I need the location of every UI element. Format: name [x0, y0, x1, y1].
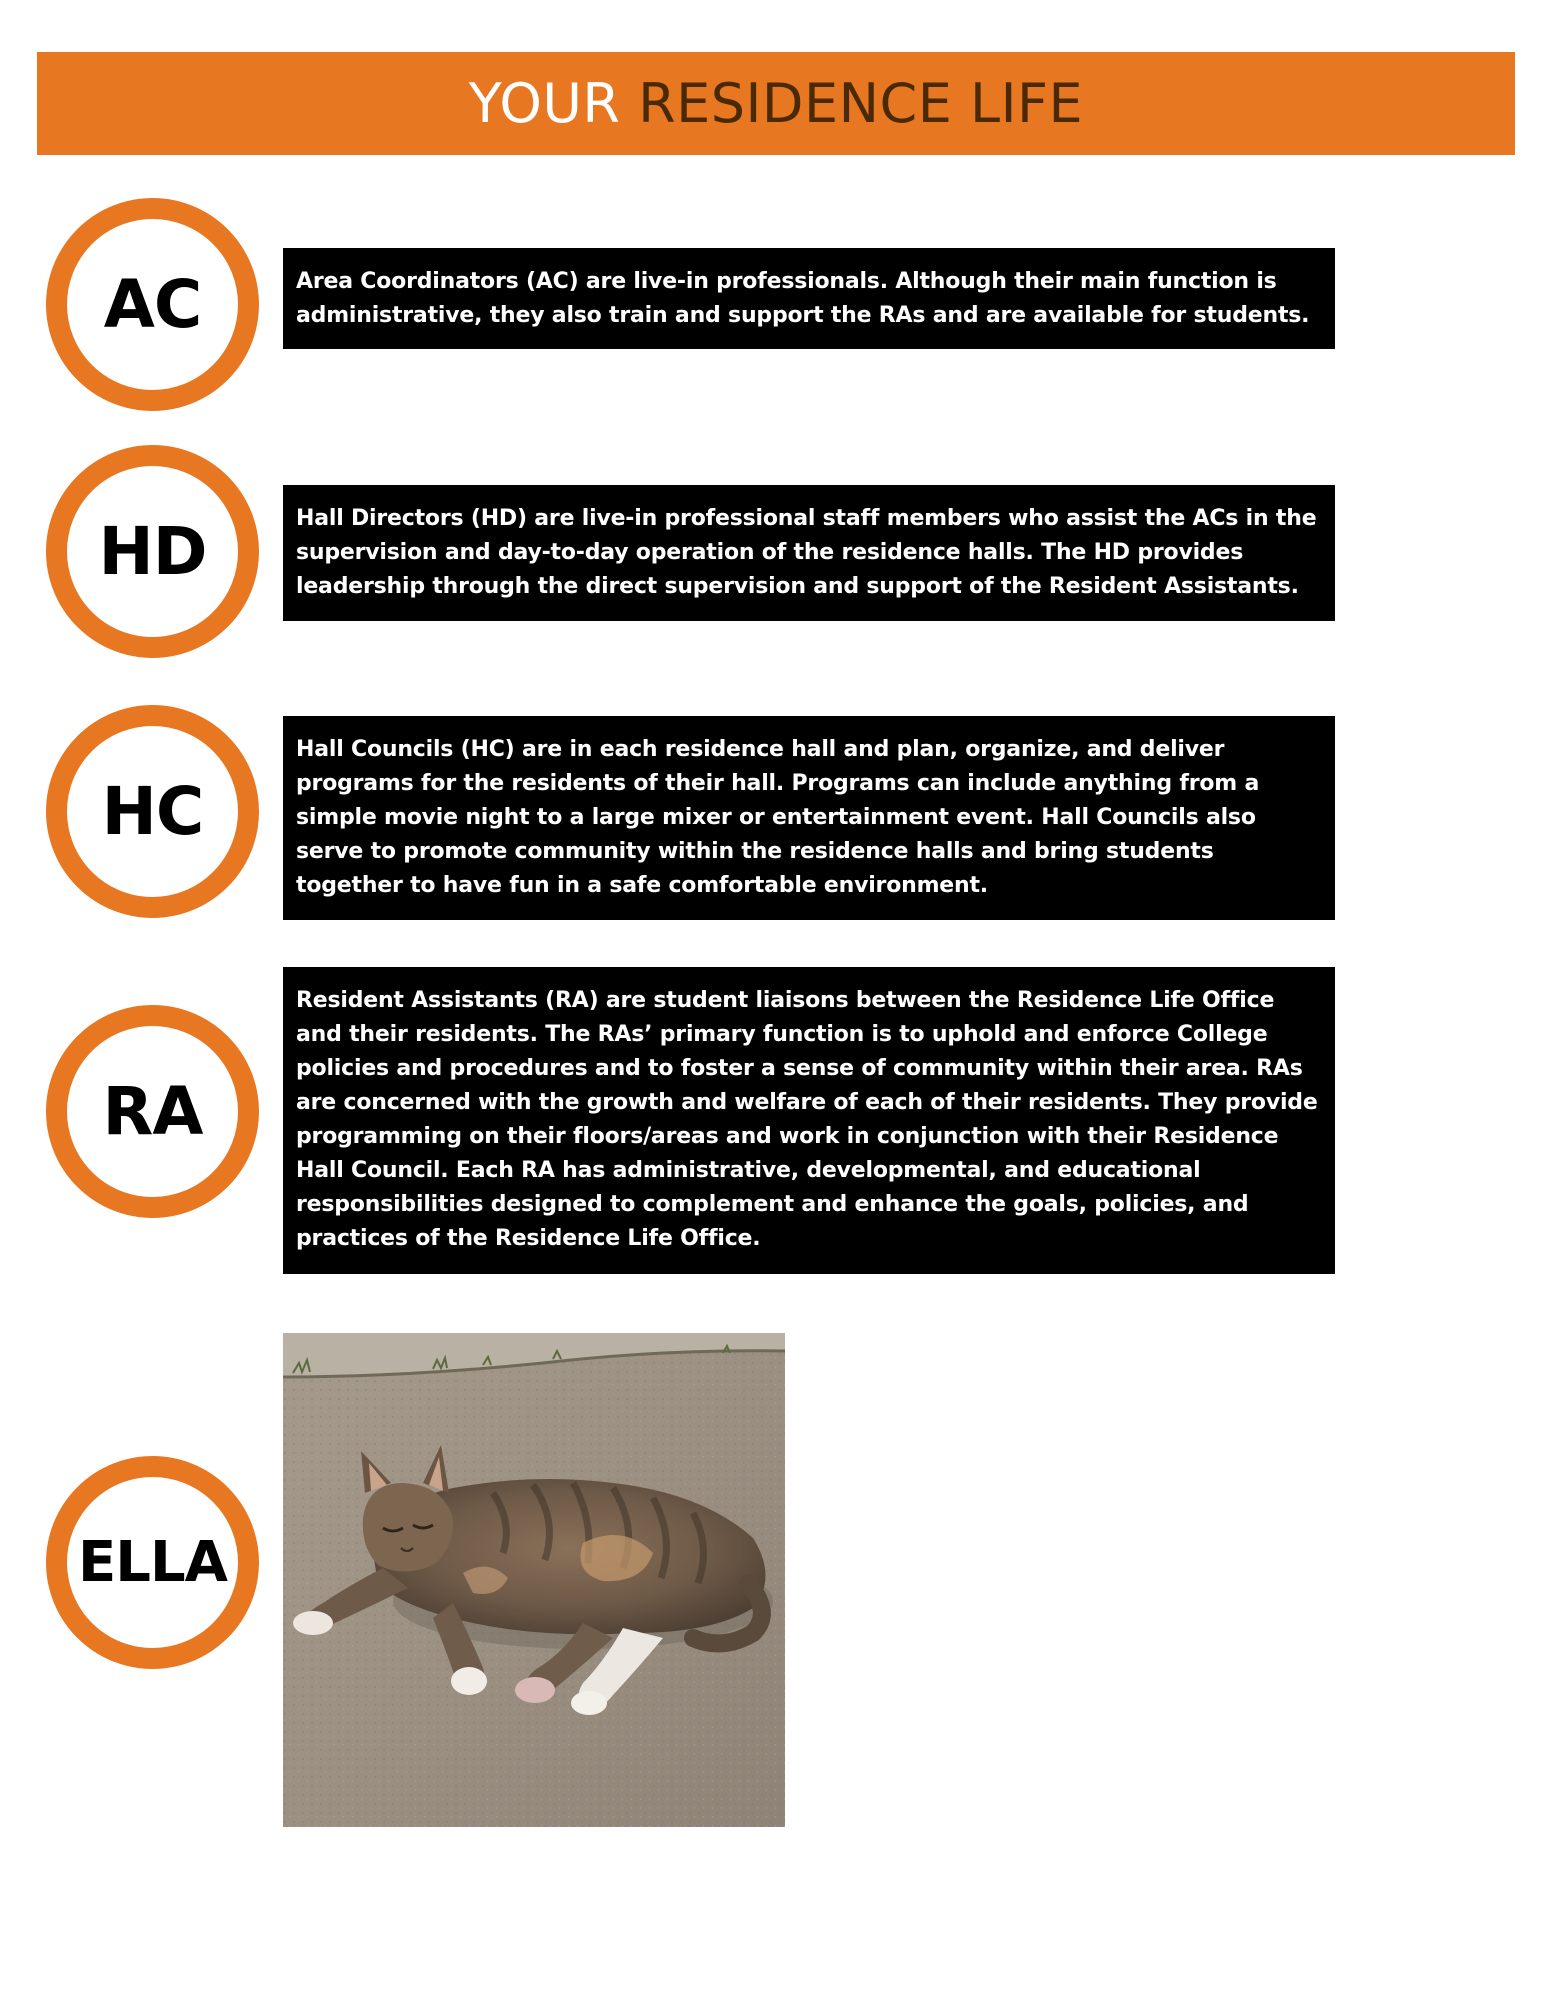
page-title	[469, 72, 1083, 135]
description-hc: Hall Councils (HC) are in each residence hall and plan, organize, and deliver programs for the residents of their hall. Programs can include anything from a simple movie night to a large mixer or entertainment event. Hall Councils also serve to promote community within the residence halls and bring students together to have fun in a safe comfortable environment.	[283, 716, 1335, 920]
description-hd: Hall Directors (HD) are live-in professional staff members who assist the ACs in the supervision and day-to-day operation of the residence halls. The HD provides leadership through the direct supervision and support of the Resident Assistants.	[283, 485, 1335, 621]
badge-ella	[46, 1456, 259, 1669]
header-banner	[37, 52, 1515, 155]
badge-ac	[46, 198, 259, 411]
description-ac: Area Coordinators (AC) are live-in professionals. Although their main function is administrative, they also train and support the RAs and are available for students.	[283, 248, 1335, 349]
badge-ra	[46, 1005, 259, 1218]
badge-label: RA	[102, 1073, 203, 1150]
badge-label: HD	[98, 513, 207, 590]
cat-photo-icon	[283, 1333, 785, 1827]
cat-photo	[283, 1333, 785, 1827]
badge-hc	[46, 705, 259, 918]
badge-label: ELLA	[78, 1530, 227, 1595]
badge-label: HC	[101, 773, 204, 850]
description-ra: Resident Assistants (RA) are student liaisons between the Residence Life Office and their residents. The RAs’ primary function is to uphold and enforce College policies and procedures and to foster a sense of community within their area. RAs are concerned with the growth and welfare of each of their residents. They provide programming on their floors/areas and work in conjunction with their Residence Hall Council. Each RA has administrative, developmental, and educational responsibilities designed to complement and enhance the goals, policies, and practices of the Residence Life Office.	[283, 967, 1335, 1274]
badge-label: AC	[103, 266, 202, 343]
badge-hd	[46, 445, 259, 658]
title-part-your: YOUR	[468, 72, 621, 135]
title-part-residence-life: RESIDENCE LIFE	[638, 72, 1084, 135]
